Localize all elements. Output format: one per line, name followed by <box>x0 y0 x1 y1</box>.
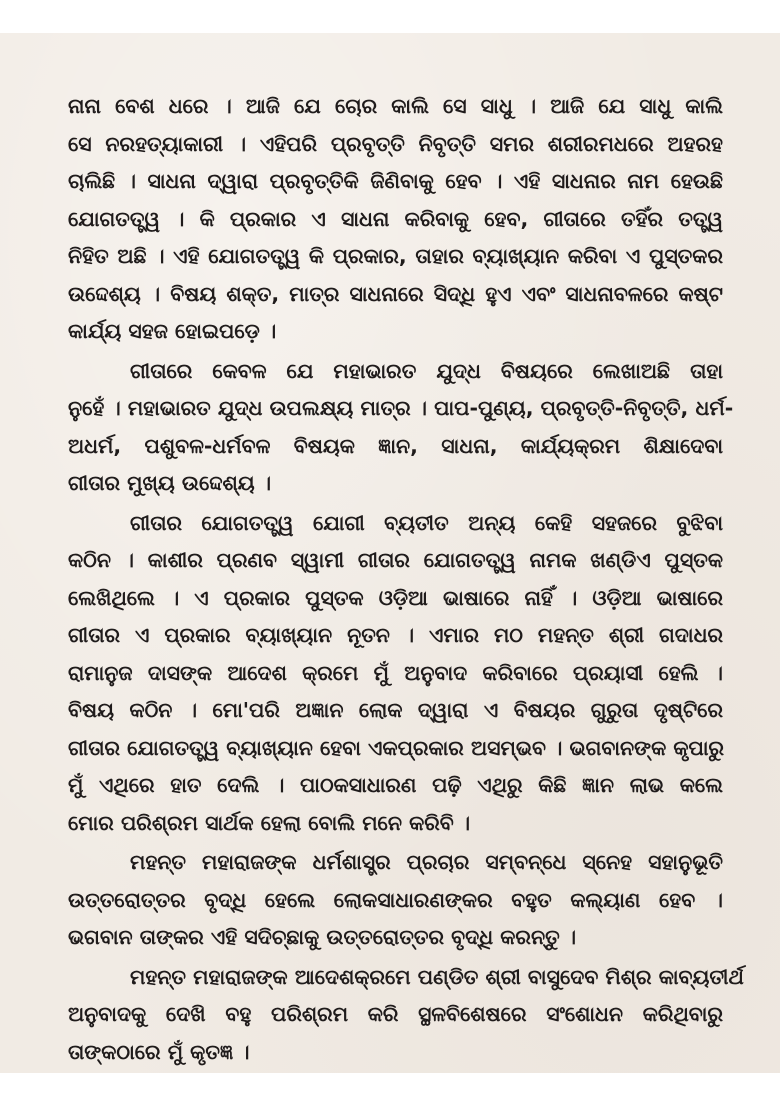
text-line: ଗୀତାର ଯୋଗତତ୍ତ୍ୱ ବ୍ୟାଖ୍ୟାନ ହେବା ଏକପ୍ରକାର ଅସମ୍ଭବ । ଭଗବାନଙ୍କ କୃପାରୁ <box>68 735 725 760</box>
text-line: ଚାଲିଛି । ସାଧନା ଦ୍ୱାରା ପ୍ରବୃତ୍ତିକି ଜିଣିବାକୁ ହେବ । ଏହି ସାଧନାର ନାମ ହେଉଛି <box>68 169 723 193</box>
paragraph-1 <box>68 88 723 351</box>
paragraph-2 <box>68 353 734 503</box>
text-line: ଗୀତାର ଏ ପ୍ରକାର ବ୍ୟାଖ୍ୟାନ ନୂତନ । ଏମାର ମଠ ମହନ୍ତ ଶ୍ରୀ ଗଦାଧର <box>68 623 723 647</box>
scanned-page <box>0 33 780 1073</box>
text-line: ବିଷୟ କଠିନ । ମୋ'ପରି ଅଜ୍ଞାନ ଲୋକ ଦ୍ୱାରା ଏ ବିଷୟର ଗୁରୁତା ଦୃଷ୍ଟିରେ <box>68 698 723 722</box>
text-line: ଗୀତାରେ କେବଳ ଯେ ମହାଭାରତ ଯୁଦ୍ଧ ବିଷୟରେ ଲେଖାଅଛି ତାହା <box>130 358 723 383</box>
text-line: ନାନା ବେଶ ଧରେ । ଆଜି ଯେ ଚୋର କାଲି ସେ ସାଧୁ । ଆଜି ଯେ ସାଧୁ କାଲି <box>68 94 723 118</box>
paragraph-3 <box>68 505 723 843</box>
text-line: ନୁହେଁ । ମହାଭାରତ ଯୁଦ୍ଧ ଉପଲକ୍ଷ୍ୟ ମାତ୍ର । ପାପ-ପୁଣ୍ୟ, ପ୍ରବୃତ୍ତି-ନିବୃତ୍ତି, ଧର୍ମ- <box>68 396 734 420</box>
text-line: ଉତ୍ତରୋତ୍ତର ବୃଦ୍ଧି ହେଲେ ଲୋକସାଧାରଣଙ୍କର ବହୁତ କଲ୍ୟାଣ ହେବ । <box>68 887 723 912</box>
text-line: ଉଦ୍ଦେଶ୍ୟ । ବିଷୟ ଶକ୍ତ, ମାତ୍ର ସାଧନାରେ ସିଦ୍ଧି ହୁଏ ଏବଂ ସାଧନାବଳରେ କଷ୍ଟ <box>68 281 723 306</box>
text-line: ଯୋଗତତ୍ତ୍ୱ । କି ପ୍ରକାର ଏ ସାଧନା କରିବାକୁ ହେବ, ଗୀତାରେ ତହିଁର ତତ୍ତ୍ୱ <box>68 206 723 231</box>
text-line: ମୋର ପରିଶ୍ରମ ସାର୍ଥକ ହେଲା ବୋଲି ମନେ କରିବି । <box>68 810 471 835</box>
text-line: ଭଗବାନ ତାଙ୍କର ଏହି ସଦିଚ୍ଛାକୁ ଉତ୍ତରୋତ୍ତର ବୃଦ୍ଧି କରନ୍ତୁ । <box>68 925 577 949</box>
text-line: ଲେଖିଥିଲେ । ଏ ପ୍ରକାର ପୁସ୍ତକ ଓଡ଼ିଆ ଭାଷାରେ ନାହିଁ । ଓଡ଼ିଆ ଭାଷାରେ <box>68 585 723 610</box>
paragraph-5 <box>68 959 744 1072</box>
text-line: ଅନୁବାଦକୁ ଦେଖି ବହୁ ପରିଶ୍ରମ କରି ସ୍ଥଳବିଶେଷରେ ସଂଶୋଧନ କରିଥିବାରୁ <box>68 1002 723 1026</box>
text-line: କାର୍ଯ୍ୟ ସହଜ ହୋଇପଡ଼େ । <box>68 319 277 343</box>
text-line: ମହନ୍ତ ମହାରାଜଙ୍କ ଆଦେଶକ୍ରମେ ପଣ୍ଡିତ ଶ୍ରୀ ବାସୁଦେବ ମିଶ୍ର କାବ୍ୟତୀର୍ଥ <box>130 964 744 989</box>
text-line: ଅଧର୍ମ, ପଶୁବଳ-ଧର୍ମବଳ ବିଷୟକ ଜ୍ଞାନ, ସାଧନା, କାର୍ଯ୍ୟକ୍ରମ ଶିକ୍ଷାଦେବା <box>68 433 723 458</box>
text-line: ସେ ନରହତ୍ୟାକାରୀ । ଏହିପରି ପ୍ରବୃତ୍ତି ନିବୃତ୍ତି ସମର ଶରୀରମଧରେ ଅହରହ <box>68 131 723 156</box>
text-line: ନିହିତ ଅଛି । ଏହି ଯୋଗତତ୍ତ୍ୱ କି ପ୍ରକାର, ତାହାର ବ୍ୟାଖ୍ୟାନ କରିବା ଏ ପୁସ୍ତକର <box>68 244 723 268</box>
text-line: ମହନ୍ତ ମହାରାଜଙ୍କ ଧର୍ମଶାସ୍ତ୍ର ପ୍ରଚାର ସମ୍ବନ୍ଧେ ସ୍ନେହ ସହାନୁଭୂତି <box>130 850 723 874</box>
text-line: କଠିନ । କାଶୀର ପ୍ରଣବ ସ୍ୱାମୀ ଗୀତାର ଯୋଗତତ୍ତ୍ୱ ନାମକ ଖଣ୍ଡିଏ ପୁସ୍ତକ <box>68 548 723 572</box>
text-line: ମୁଁ ଏଥିରେ ହାତ ଦେଲି । ପାଠକସାଧାରଣ ପଢ଼ି ଏଥିରୁ କିଛି ଜ୍ଞାନ ଲାଭ କଲେ <box>68 773 723 797</box>
body-text <box>68 88 744 1071</box>
text-line: ଗୀତାର ମୁଖ୍ୟ ଉଦ୍ଦେଶ୍ୟ । <box>68 471 272 495</box>
text-line: ରାମାନୁଜ ଦାସଙ୍କ ଆଦେଶ କ୍ରମେ ମୁଁ ଅନୁବାଦ କରିବାରେ ପ୍ରୟାସୀ ହେଲି । <box>68 660 723 685</box>
paragraph-4 <box>68 844 723 957</box>
text-line: ଗୀତାର ଯୋଗତତ୍ତ୍ୱ ଯୋଗୀ ବ୍ୟତୀତ ଅନ୍ୟ କେହି ସହଜରେ ବୁଝିବା <box>130 510 723 535</box>
text-line: ତାଙ୍କଠାରେ ମୁଁ କୃତଜ୍ଞ । <box>68 1039 250 1064</box>
